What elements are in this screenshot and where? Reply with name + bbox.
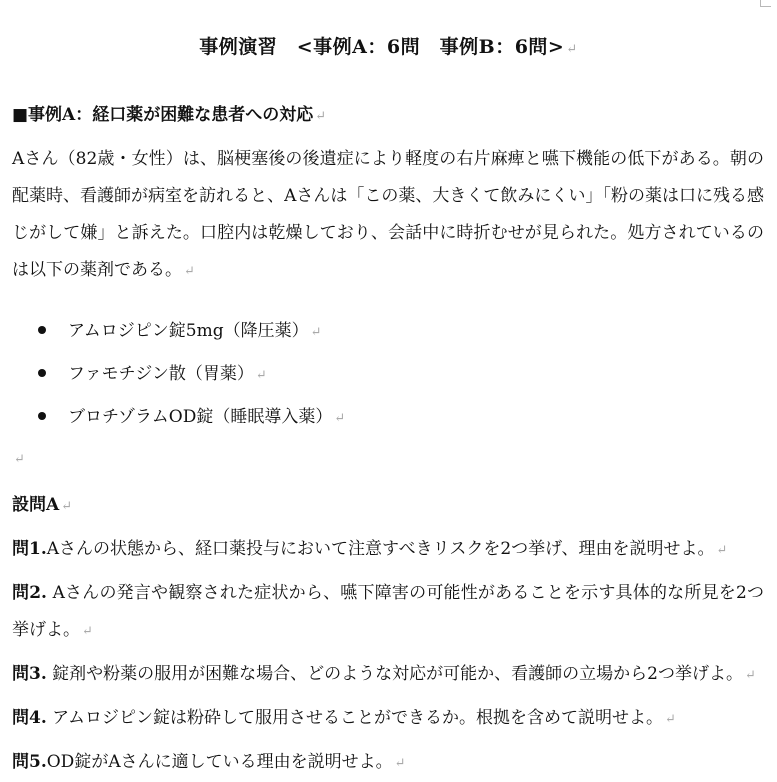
question-text: 錠剤や粉薬の服用が困難な場合、どのような対応が可能か、看護師の立場から2つ挙げよ。 [52, 664, 743, 684]
question-item [12, 575, 764, 650]
question-text: OD錠がAさんに適している理由を説明せよ。 [46, 752, 393, 772]
bullet-icon [38, 326, 46, 334]
medication-name: アムロジピン錠5mg（降圧薬） [68, 321, 309, 341]
case-a-heading [12, 100, 326, 125]
empty-paragraph [12, 448, 25, 467]
question-number: 問5. [12, 752, 47, 772]
question-item [12, 744, 764, 782]
case-a-heading-text: ■事例A：経口薬が困難な患者への対応 [12, 105, 314, 125]
paragraph-mark-icon: ↵ [61, 499, 73, 514]
medication-item [38, 399, 345, 442]
medication-list [38, 313, 345, 442]
page-title [0, 32, 777, 59]
question-item [12, 656, 764, 694]
question-item [12, 700, 764, 738]
questions-heading-text: 設問A [12, 495, 60, 515]
question-item [12, 531, 764, 569]
paragraph-mark-icon: ↵ [315, 109, 327, 124]
paragraph-mark-icon: ↵ [664, 712, 676, 727]
bullet-icon [38, 369, 46, 377]
question-list [12, 531, 764, 782]
question-number: 問4. [12, 708, 47, 728]
paragraph-mark-icon: ↵ [310, 325, 322, 340]
paragraph-mark-icon: ↵ [716, 543, 728, 558]
question-text: アムロジピン錠は粉砕して服用させることができるか。根拠を含めて説明せよ。 [52, 708, 663, 728]
paragraph-mark-icon: ↵ [744, 668, 756, 683]
case-a-description-text: Aさん（82歳・女性）は、脳梗塞後の後遺症により軽度の右片麻痺と嚥下機能の低下がある。朝の配薬時、看護師が病室を訪れると、Aさんは「この薬、大きくて飲みにくい」「粉の薬は口に残る感じがして嫌」と訴えた。口腔内は乾燥しており、会話中に時折むせが見られた。処方されているのは以下の薬剤である。 [12, 149, 764, 280]
paragraph-mark-icon: ↵ [184, 264, 195, 279]
paragraph-mark-icon: ↵ [82, 624, 93, 639]
question-number: 問1. [12, 539, 47, 559]
page-corner-mark [760, 0, 771, 7]
question-number: 問3. [12, 664, 47, 684]
medication-item [38, 356, 345, 399]
paragraph-mark-icon: ↵ [255, 368, 267, 383]
medication-name: ファモチジン散（胃薬） [68, 364, 254, 384]
page-title-text: 事例演習 <事例A：6問 事例B：6問> [199, 36, 565, 58]
bullet-icon [38, 412, 46, 420]
paragraph-mark-icon: ↵ [566, 42, 578, 57]
questions-heading [12, 490, 72, 515]
paragraph-mark-icon: ↵ [394, 756, 406, 771]
paragraph-mark-icon: ↵ [334, 411, 346, 426]
question-number: 問2. [12, 583, 47, 603]
question-text: Aさんの状態から、経口薬投与において注意すべきリスクを2つ挙げ、理由を説明せよ。 [46, 539, 715, 559]
medication-name: ブロチゾラムOD錠（睡眠導入薬） [68, 407, 333, 427]
medication-item [38, 313, 345, 356]
paragraph-mark-icon: ↵ [14, 452, 25, 467]
question-text: Aさんの発言や観察された症状から、嚥下障害の可能性があることを示す具体的な所見を2つ挙げよ。 [12, 583, 764, 640]
case-a-description [12, 141, 764, 290]
